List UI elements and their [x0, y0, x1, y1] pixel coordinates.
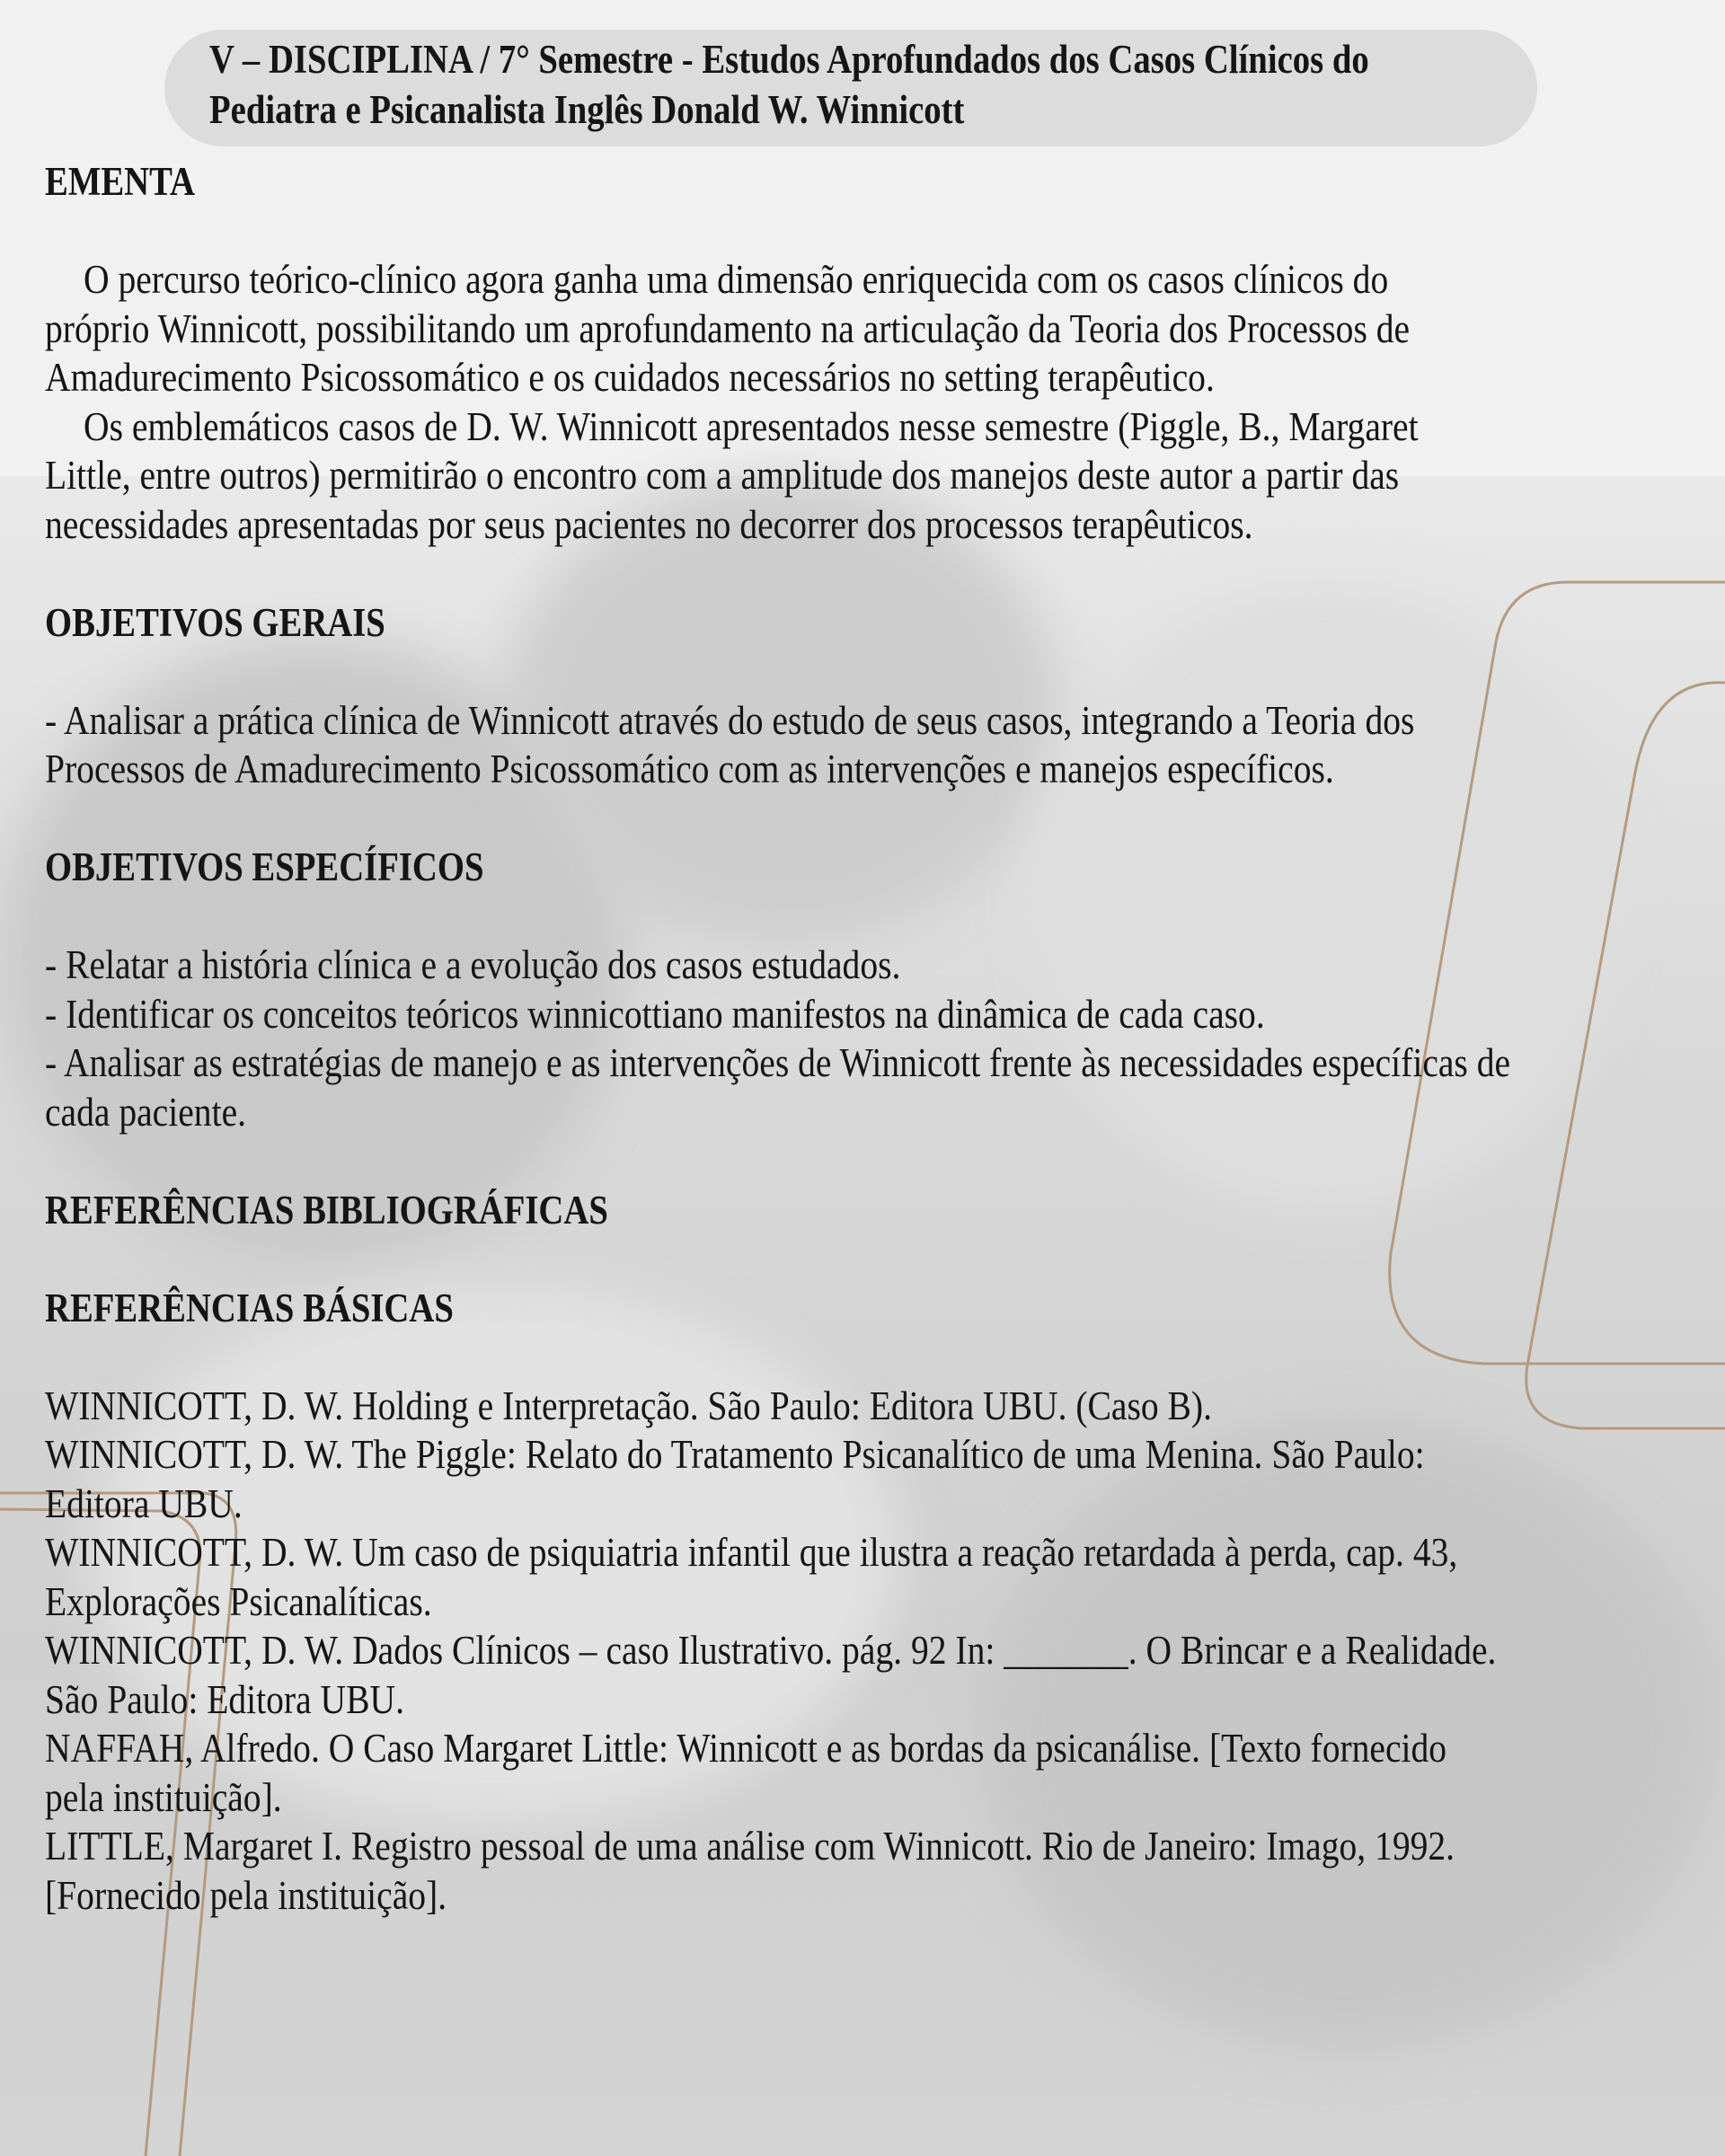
objetivos-especificos-line: - Identificar os conceitos teóricos winnicottiano manifestos na dinâmica de cada caso.	[45, 990, 1265, 1037]
reference-line: NAFFAH, Alfredo. O Caso Margaret Little: Winnicott e as bordas da psicanálise. [Texto fornecido	[45, 1725, 1447, 1771]
ementa-line: Amadurecimento Psicossomático e os cuidados necessários no setting terapêutico.	[45, 354, 1215, 400]
document-body	[45, 157, 1659, 1920]
reference-line: Editora UBU.	[45, 1480, 243, 1526]
reference-line: Explorações Psicanalíticas.	[45, 1577, 432, 1624]
ementa-line: O percurso teórico-clínico agora ganha uma dimensão enriquecida com os casos clínicos do	[84, 256, 1389, 302]
page-title-line: V – DISCIPLINA / 7° Semestre - Estudos Aprofundados dos Casos Clínicos do	[209, 37, 1369, 82]
ementa-line: necessidades apresentadas por seus pacientes no decorrer dos processos terapêuticos.	[45, 500, 1253, 547]
section-heading-objetivos-gerais: OBJETIVOS GERAIS	[45, 599, 385, 645]
page-title-line: Pediatra e Psicanalista Inglês Donald W. Winnicott	[209, 87, 965, 132]
ementa-line: Little, entre outros) permitirão o encontro com a amplitude dos manejos deste autor a partir das	[45, 452, 1400, 498]
objetivos-especificos-line: cada paciente.	[45, 1088, 247, 1135]
page-title	[209, 34, 1369, 135]
objetivos-gerais-line: - Analisar a prática clínica de Winnicott através do estudo de seus casos, integrando a Teoria dos	[45, 696, 1415, 743]
reference-line: pela instituição].	[45, 1773, 282, 1820]
section-heading-objetivos-especificos: OBJETIVOS ESPECÍFICOS	[45, 844, 484, 889]
section-heading-referencias: REFERÊNCIAS BIBLIOGRÁFICAS	[45, 1187, 608, 1233]
objetivos-gerais-line: Processos de Amadurecimento Psicossomático com as intervenções e manejos específicos.	[45, 746, 1334, 791]
ementa-line: Os emblemáticos casos de D. W. Winnicott apresentados nesse semestre (Piggle, B., Margaret	[84, 402, 1419, 449]
objetivos-especificos-line: - Relatar a história clínica e a evolução dos casos estudados.	[45, 941, 901, 987]
section-subheading-referencias-basicas: REFERÊNCIAS BÁSICAS	[45, 1285, 454, 1330]
reference-line: WINNICOTT, D. W. The Piggle: Relato do Tratamento Psicanalítico de uma Menina. São Paulo:	[45, 1431, 1425, 1477]
reference-line: WINNICOTT, D. W. Dados Clínicos – caso Ilustrativo. pág. 92 In: _______. O Brincar e a Realidade.	[45, 1627, 1497, 1673]
reference-line: São Paulo: Editora UBU.	[45, 1675, 404, 1722]
objetivos-especificos-line: - Analisar as estratégias de manejo e as intervenções de Winnicott frente às necessidades específicas de	[45, 1039, 1511, 1085]
reference-line: LITTLE, Margaret I. Registro pessoal de uma análise com Winnicott. Rio de Janeiro: Imago, 1992.	[45, 1823, 1455, 1869]
ementa-line: próprio Winnicott, possibilitando um aprofundamento na articulação da Teoria dos Processos de	[45, 305, 1411, 351]
reference-line: WINNICOTT, D. W. Um caso de psiquiatria infantil que ilustra a reação retardada à perda, cap. 43,	[45, 1529, 1458, 1575]
reference-line: [Fornecido pela instituição].	[45, 1871, 447, 1918]
section-heading-ementa: EMENTA	[45, 159, 196, 204]
reference-line: WINNICOTT, D. W. Holding e Interpretação. São Paulo: Editora UBU. (Caso B).	[45, 1382, 1212, 1428]
